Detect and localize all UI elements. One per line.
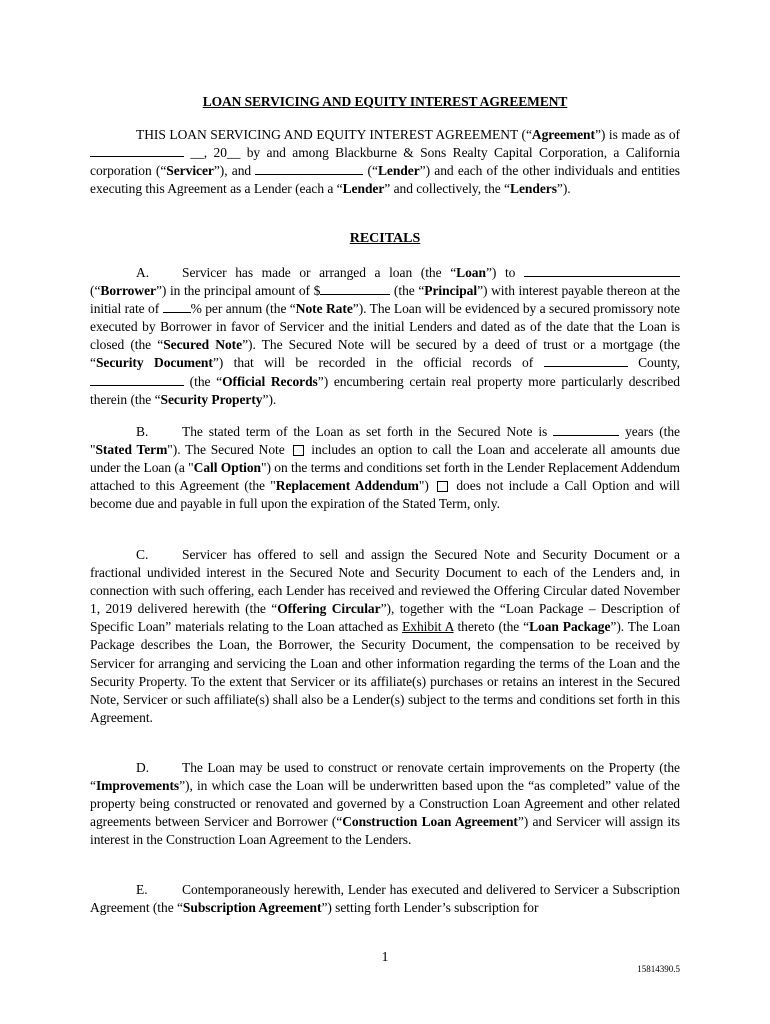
principal-blank[interactable] [320,282,390,295]
page-number: 1 [381,950,389,965]
defined-term: Lenders [510,181,557,197]
document-title: LOAN SERVICING AND EQUITY INTEREST AGREEMENT [202,94,568,109]
recital-e: E. Contemporaneously herewith, Lender has executed and delivered to Servicer a Subscription Agreement (the “Subscription Agreement”) setting forth Lender’s subscription for [90,882,680,916]
document-id: 15814390.5 [637,964,680,974]
borrower-blank[interactable] [524,264,680,277]
exhibit-reference: Exhibit A [402,619,454,635]
call-option-checkbox[interactable] [293,445,304,456]
date-blank[interactable] [90,144,184,157]
recital-b: B. The stated term of the Loan as set forth in the Secured Note is years (the "Stated Term"). The Secured Note includes an option to call the Loan and accelerate all amounts due under the Loan (a "Call Option") on the terms and conditions set forth in the Lender Replacement Addendum attached to this Agreement (the "Replacement Addendum") does not include a Call Option and will become due and payable in full upon the expiration of the Stated Term, only. [90,424,681,512]
recital-d: D. The Loan may be used to construct or renovate certain improvements on the Property (the “Improvements”), in which case the Loan will be underwritten based upon the “as completed” value of the property being constructed or renovated and governed by a Construction Loan Agreement and other related agreements between Servicer and Borrower (“Construction Loan Agreement”) and Servicer will assign its interest in the Construction Loan Agreement to the Lenders. [90,760,680,848]
state-blank[interactable] [90,373,184,386]
intro-paragraph: THIS LOAN SERVICING AND EQUITY INTEREST AGREEMENT (“Agreement”) is made as of __, 20__ by and among Blackburne & Sons Realty Capital Corporation, a California corporation (“Servicer”), and (“Lender”) and each of the other individuals and entities executing this Agreement as a Lender (each a “Lender” and collectively, the “Lenders”). [90,127,680,197]
lender-name-blank[interactable] [255,162,363,175]
years-blank[interactable] [553,423,619,436]
defined-term: Lender [377,163,420,179]
recital-c: C. Servicer has offered to sell and assign the Secured Note and Security Document or a fractional undivided interest in the Secured Note and Security Document to each of the Lenders and, in connection with such offering, each Lender has received and reviewed the Offering Circular dated November 1, 2019 delivered herewith (the “Offering Circular”), together with the “Loan Package – Description of Specific Loan” materials relating to the Loan attached as Exhibit A thereto (the “Loan Package”). The Loan Package describes the Loan, the Borrower, the Security Document, the compensation to be received by Servicer for arranging and servicing the Loan and other information regarding the terms of the Loan and the Security Property. To the extent that Servicer or its affiliate(s) purchases or retains an interest in the Secured Note, Servicer or such affiliate(s) shall also be a Lender(s) subject to the terms and conditions set forth in this Agreement. [90,547,681,725]
recital-a: A. Servicer has made or arranged a loan (the “Loan”) to (“Borrower”) in the principal amount of $ (the “Principal”) with interest payable thereon at the initial rate of % per annum (the “Note Rate”). The Loan will be evidenced by a secured promissory note executed by Borrower in favor of Servicer and the initial Lenders and dated as of the date that the Loan is closed (the “Secured Note”). The Secured Note will be secured by a deed of trust or a mortgage (the “Security Document”) that will be recorded in the official records of County, (the “Official Records”) encumbering certain real property more particularly described therein (the “Security Property”). [90,265,681,407]
no-call-option-checkbox[interactable] [437,481,448,492]
county-blank[interactable] [544,354,628,367]
defined-term: Lender [342,181,385,197]
recital-label: B. [136,424,149,439]
recitals-heading: RECITALS [349,231,421,246]
recital-label: A. [136,265,150,280]
defined-term: Agreement [531,127,595,142]
recital-label: D. [136,760,150,775]
defined-term: Servicer [166,163,214,179]
recital-label: C. [136,547,149,562]
rate-blank[interactable] [163,300,191,313]
recital-label: E. [136,882,148,897]
